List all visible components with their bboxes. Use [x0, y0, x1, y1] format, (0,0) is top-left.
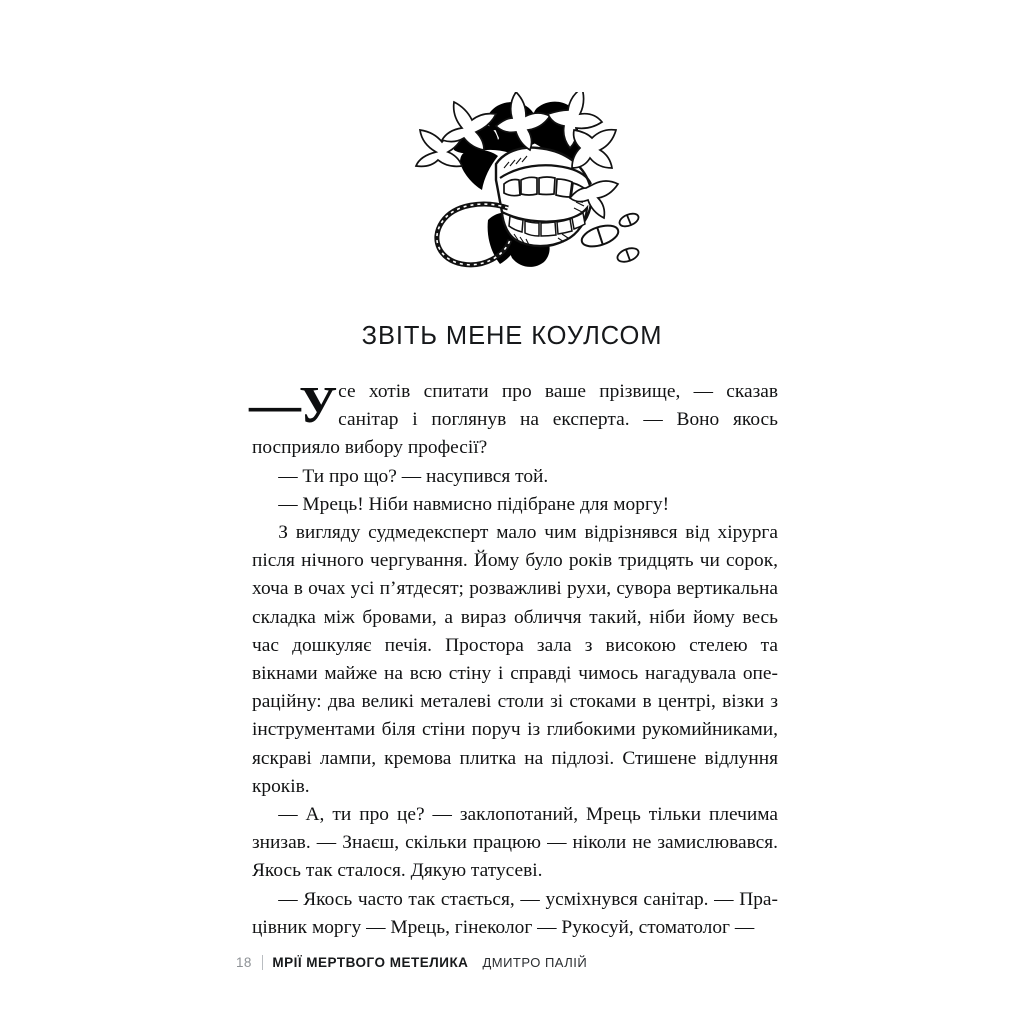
paragraph-dialogue-2: — Мрець! Ніби навмисно підібране для моргу!	[278, 493, 670, 515]
paragraph-dialogue-1: — Ти про що? — насупився той.	[278, 465, 549, 487]
page-footer	[236, 955, 587, 970]
page-number: 18	[236, 955, 252, 970]
skull-jaw-woodcut-illustration	[392, 92, 644, 284]
paragraph-text: се хотів спитати про ваше прізвище, — сказав санітар і поглянув на експерта. — Воно якось посприяло вибору професії?	[252, 381, 778, 459]
footer-divider	[262, 955, 264, 970]
footer-author: ДМИТРО ПАЛІЙ	[482, 955, 588, 970]
drop-cap-letter: У	[299, 377, 337, 434]
paragraph-dialogue-4: — Якось часто так стається, — усміхнувся санітар. — Працівник моргу — Мрець, гінеколог — Рукосуй, стоматолог —	[252, 888, 778, 938]
paragraph-description: З вигляду судмедексперт мало чим відрізнявся від хірурга після нічного чергування. Йому було років тридцять чи сорок, хоча в очах усі п’ятдесят; розважливі рухи, сувора вертикальна складка між бровами, а вираз обличчя такий, ніби йому весь час дошкуляє печія. Простора зала з високою стелею та вікнами майже на всю стіну і справді чимось нагадувала операційну: два великі металеві столи зі стоками в центрі, візки з інструментами біля стіни поруч із глибокими рукомийниками, яскраві лампи, кремова плитка на підлозі. Стишене відлуння кроків.	[252, 522, 778, 797]
paragraph-dialogue-3: — А, ти про це? — заклопотаний, Мрець тільки плечима знизав. — Знаєш, скільки працюю — ніколи не замислювався. Якось так сталося. Дякую татусеві.	[252, 804, 778, 882]
drop-cap-dash: —	[249, 377, 299, 434]
paragraph-opening	[249, 377, 778, 463]
illustration-artwork	[416, 92, 640, 267]
pills	[579, 211, 641, 264]
drop-cap	[249, 377, 337, 434]
footer-book-title: МРІЇ МЕРТВОГО МЕТЕЛИКА	[272, 955, 469, 970]
body-text-column	[249, 377, 778, 942]
chapter-title: ЗВІТЬ МЕНЕ КОУЛСОМ	[361, 322, 663, 351]
